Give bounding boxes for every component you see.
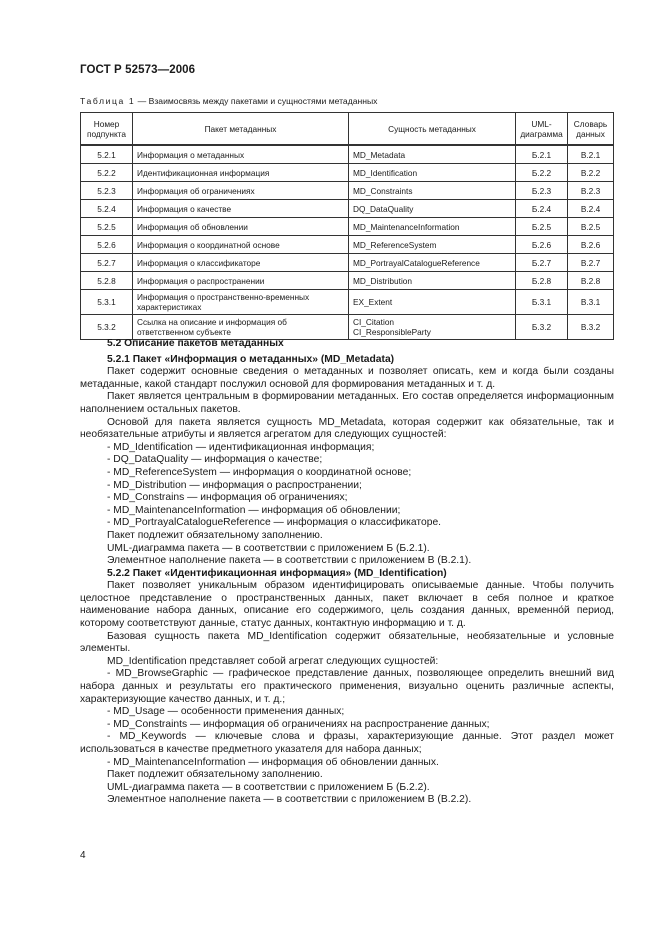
cell-uml: Б.2.1 xyxy=(516,145,568,164)
cell-dictionary: В.2.7 xyxy=(568,254,614,272)
table-caption-text: — Взаимосвязь между пакетами и сущностями метаданных xyxy=(135,96,378,106)
list-item: - MD_BrowseGraphic — графическое представление данных, позволяющее определить внешний вид набора данных и результаты его практического применения, визуально оценить различные аспекты, характеризующие качество данных, и т. д.; xyxy=(80,668,614,705)
paragraph: Пакет подлежит обязательному заполнению. xyxy=(107,769,323,781)
table-header-row xyxy=(81,113,614,146)
paragraph: Пакет содержит основные сведения о метаданных и позволяет описать, кем и когда были созданы метаданные, какой стандарт послужил основой для формирования метаданных и т. д. xyxy=(80,366,614,390)
table-row xyxy=(81,315,614,340)
cell-uml: Б.3.2 xyxy=(516,315,568,340)
paragraph: Пакет позволяет уникальным образом идентифицировать описываемые данные. Чтобы получить целостное представление о пространственных данных, пакет включает в себя полное и краткое наименование набора данных, описание его содержимого, цель создания данных, временно́й период, которому соответствуют данные, статус данных, контактную информацию и т. д. xyxy=(80,580,614,630)
cell-number: 5.2.4 xyxy=(81,200,133,218)
cell-dictionary: В.2.5 xyxy=(568,218,614,236)
cell-number: 5.2.7 xyxy=(81,254,133,272)
paragraph: Элементное наполнение пакета — в соответствии с приложением В (В.2.1). xyxy=(107,555,472,567)
list-item: - MD_Usage — особенности применения данных; xyxy=(107,706,345,718)
cell-uml: Б.2.6 xyxy=(516,236,568,254)
paragraph: MD_Identification представляет собой агрегат следующих сущностей: xyxy=(107,655,439,667)
table-row xyxy=(81,272,614,290)
table-row xyxy=(81,145,614,164)
page-number: 4 xyxy=(80,850,86,861)
cell-number: 5.2.5 xyxy=(81,218,133,236)
cell-uml: Б.2.3 xyxy=(516,182,568,200)
paragraph: Пакет является центральным в формировании метаданных. Его состав определяется информационным наполнением остальных пакетов. xyxy=(80,391,614,415)
cell-number: 5.2.3 xyxy=(81,182,133,200)
paragraph: Базовая сущность пакета MD_Identification содержит обязательные, необязательные и условные элементы. xyxy=(80,630,614,655)
cell-uml: Б.3.1 xyxy=(516,290,568,315)
cell-entity: MD_Constraints xyxy=(349,182,516,200)
table-caption-label: Таблица 1 xyxy=(80,96,136,106)
header-entity: Сущность метаданных xyxy=(349,113,516,146)
cell-package: Информация о метаданных xyxy=(133,145,349,164)
header-dictionary: Словарь данных xyxy=(568,113,614,146)
cell-uml: Б.2.8 xyxy=(516,272,568,290)
cell-number: 5.3.1 xyxy=(81,290,133,315)
cell-package: Информация об ограничениях xyxy=(133,182,349,200)
table-row xyxy=(81,200,614,218)
paragraph: UML-диаграмма пакета — в соответствии с приложением Б (Б.2.1). xyxy=(107,542,430,554)
cell-number: 5.2.8 xyxy=(81,272,133,290)
cell-entity: MD_PortrayalCatalogueReference xyxy=(349,254,516,272)
table-row xyxy=(81,164,614,182)
document-header: ГОСТ Р 52573—2006 xyxy=(80,64,196,76)
cell-number: 5.2.1 xyxy=(81,145,133,164)
cell-dictionary: В.2.2 xyxy=(568,164,614,182)
cell-package: Информация о пространственно-временных характеристиках xyxy=(133,290,349,315)
cell-uml: Б.2.4 xyxy=(516,200,568,218)
cell-package: Информация о качестве xyxy=(133,200,349,218)
cell-package: Ссылка на описание и информация об ответственном субъекте xyxy=(133,315,349,340)
cell-number: 5.2.2 xyxy=(81,164,133,182)
cell-dictionary: В.3.2 xyxy=(568,315,614,340)
cell-dictionary: В.2.6 xyxy=(568,236,614,254)
header-number: Номер подпункта xyxy=(81,113,133,146)
table-row xyxy=(81,236,614,254)
list-item: - MD_Constraints — информация об ограничениях на распространение данных; xyxy=(107,718,490,730)
paragraph: Основой для пакета является сущность MD_Metadata, которая содержит как обязательные, так и необязательные атрибуты и является агрегатом для следующих сущностей: xyxy=(80,416,614,441)
cell-dictionary: В.2.1 xyxy=(568,145,614,164)
cell-dictionary: В.2.4 xyxy=(568,200,614,218)
list-item: - MD_PortrayalCatalogueReference — информация о классификаторе. xyxy=(107,517,442,529)
cell-package: Информация об обновлении xyxy=(133,218,349,236)
header-uml: UML-диаграмма xyxy=(516,113,568,146)
cell-entity: MD_Identification xyxy=(349,164,516,182)
cell-number: 5.3.2 xyxy=(81,315,133,340)
list-item: - MD_Keywords — ключевые слова и фразы, характеризующие данные. Этот раздел может использоваться в качестве предметного указателя для набора данных; xyxy=(80,731,614,755)
cell-package: Информация о координатной основе xyxy=(133,236,349,254)
table-body xyxy=(81,145,614,340)
cell-entity: MD_MaintenanceInformation xyxy=(349,218,516,236)
list-item: - MD_MaintenanceInformation — информация об обновлении данных. xyxy=(107,756,439,768)
subsection-heading-5-2-1: 5.2.1 Пакет «Информация о метаданных» (MD_Metadata) xyxy=(107,353,395,365)
document-body xyxy=(80,338,614,807)
table-row xyxy=(81,218,614,236)
cell-entity: MD_ReferenceSystem xyxy=(349,236,516,254)
section-heading-5-2: 5.2 Описание пакетов метаданных xyxy=(107,338,284,349)
metadata-table xyxy=(80,112,614,340)
list-item: - MD_Constrains — информация об ограничениях; xyxy=(107,492,348,504)
list-item: - MD_Distribution — информация о распространении; xyxy=(107,479,362,491)
paragraph: Пакет подлежит обязательному заполнению. xyxy=(107,529,323,541)
table-row xyxy=(81,254,614,272)
cell-package: Информация о классификаторе xyxy=(133,254,349,272)
list-item: - MD_ReferenceSystem — информация о координатной основе; xyxy=(107,466,412,478)
cell-entity: DQ_DataQuality xyxy=(349,200,516,218)
cell-entity: EX_Extent xyxy=(349,290,516,315)
paragraph: UML-диаграмма пакета — в соответствии с приложением Б (Б.2.2). xyxy=(107,781,430,793)
list-item: - MD_MaintenanceInformation — информация об обновлении; xyxy=(107,504,401,516)
cell-entity: CI_Citation CI_ResponsibleParty xyxy=(349,315,516,340)
list-item: - DQ_DataQuality — информация о качестве; xyxy=(107,454,323,466)
header-package: Пакет метаданных xyxy=(133,113,349,146)
cell-dictionary: В.2.8 xyxy=(568,272,614,290)
list-item: - MD_Identification — идентификационная информация; xyxy=(107,441,375,453)
subsection-heading-5-2-2: 5.2.2 Пакет «Идентификационная информация» (MD_Identification) xyxy=(107,567,447,579)
cell-uml: Б.2.2 xyxy=(516,164,568,182)
table-row xyxy=(81,182,614,200)
cell-package: Информация о распространении xyxy=(133,272,349,290)
cell-dictionary: В.2.3 xyxy=(568,182,614,200)
table-caption xyxy=(80,96,377,106)
cell-entity: MD_Metadata xyxy=(349,145,516,164)
cell-dictionary: В.3.1 xyxy=(568,290,614,315)
cell-entity: MD_Distribution xyxy=(349,272,516,290)
cell-number: 5.2.6 xyxy=(81,236,133,254)
paragraph: Элементное наполнение пакета — в соответствии с приложением В (В.2.2). xyxy=(107,794,472,806)
cell-package: Идентификационная информация xyxy=(133,164,349,182)
cell-uml: Б.2.7 xyxy=(516,254,568,272)
table-row xyxy=(81,290,614,315)
cell-uml: Б.2.5 xyxy=(516,218,568,236)
